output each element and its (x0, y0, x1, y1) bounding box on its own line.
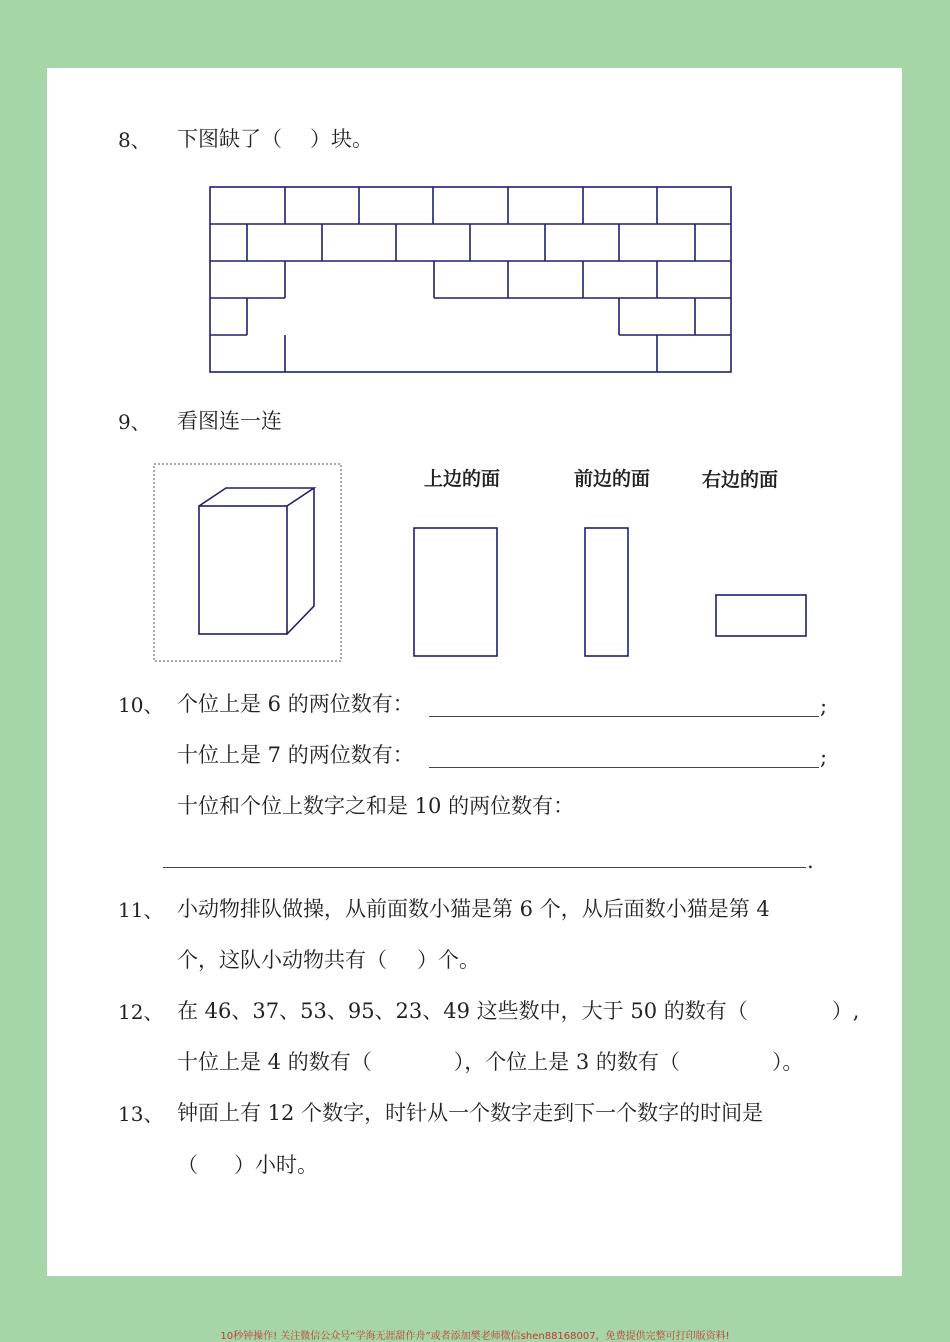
q12-line2: 十位上是 4 的数有（ ），个位上是 3 的数有（ ）。 (177, 1050, 804, 1074)
q13-number: 13、 (118, 1102, 164, 1126)
face-rect-flat[interactable] (716, 595, 806, 636)
q11-number: 11、 (118, 898, 164, 922)
q10-answer-line-2[interactable] (429, 767, 819, 768)
cuboid (199, 488, 314, 634)
q10-line2: 十位上是 7 的两位数有： (177, 743, 414, 767)
q10-line1-end: ; (820, 694, 828, 718)
q9-text: 看图连一连 (177, 409, 282, 433)
q8-text: 下图缺了（ ）块。 (177, 127, 373, 151)
face-rect-wide[interactable] (414, 528, 497, 656)
q13-line2: （ ）小时。 (177, 1153, 318, 1177)
q12-number: 12、 (118, 1000, 164, 1024)
label-top-face[interactable]: 上边的面 (424, 468, 501, 490)
q10-answer-line-1[interactable] (429, 716, 819, 717)
label-right-face[interactable]: 右边的面 (702, 469, 779, 491)
q10-line3: 十位和个位上数字之和是 10 的两位数有： (177, 794, 575, 818)
q10-number: 10、 (118, 693, 164, 717)
q10-line2-end: ; (820, 745, 828, 769)
q11-line2: 个，这队小动物共有（ ）个。 (177, 948, 480, 972)
q13-line1: 钟面上有 12 个数字，时针从一个数字走到下一个数字的时间是 (177, 1101, 764, 1125)
q12-line1: 在 46、37、53、95、23、49 这些数中，大于 50 的数有（ ）, (177, 999, 860, 1023)
brick-wall (210, 187, 731, 372)
cuboid-frame (154, 464, 341, 661)
q10-line1: 个位上是 6 的两位数有： (177, 692, 414, 716)
face-rect-narrow[interactable] (585, 528, 628, 656)
q10-line4-end: . (807, 849, 814, 873)
q8-number: 8、 (118, 128, 151, 152)
label-front-face[interactable]: 前边的面 (574, 468, 651, 490)
q11-line1: 小动物排队做操，从前面数小猫是第 6 个，从后面数小猫是第 4 (177, 897, 770, 921)
q9-number: 9、 (118, 410, 151, 434)
footer-banner: 10秒钟操作! 关注微信公众号“学海无涯甜作舟”或者添加樊老师微信shen88168007，免费提供完整可打印版资料! (220, 1331, 730, 1342)
q10-answer-line-3[interactable] (163, 867, 806, 868)
